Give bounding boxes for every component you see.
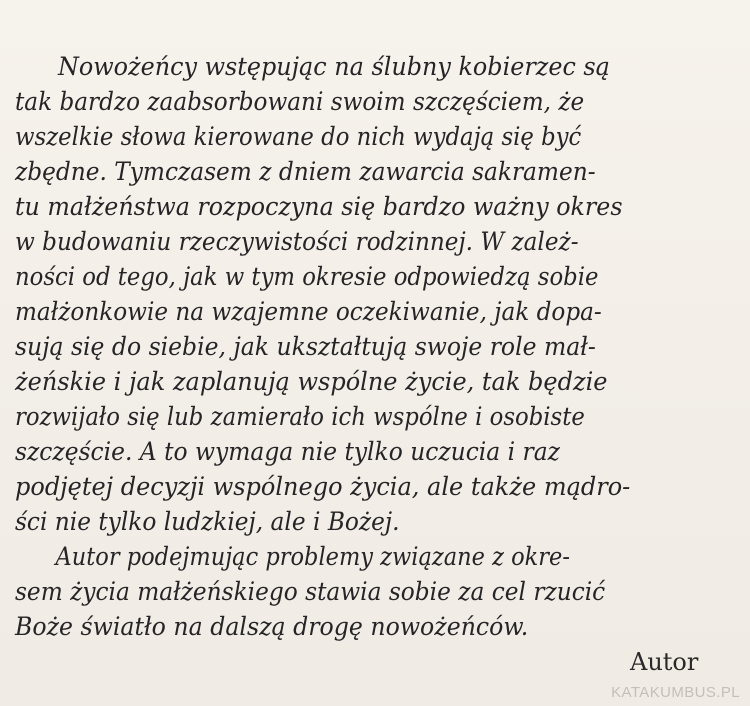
text-line-8: małżonkowie na wzajemne oczekiwanie, jak dopa- (15, 297, 602, 326)
text-line-12: szczęście. A to wymaga nie tylko uczucia i raz (15, 437, 560, 466)
text-line-13: podjętej decyzji wspólnego życia, ale także mądro- (15, 472, 631, 501)
text-line-15: Autor podejmując problemy związane z okre- (55, 542, 570, 571)
text-line-1: Nowożeńcy wstępując na ślubny kobierzec są (57, 52, 610, 81)
source-watermark: KATAKUMBUS.PL (611, 684, 740, 701)
text-line-4: zbędne. Tymczasem z dniem zawarcia sakramen- (15, 157, 596, 186)
text-line-16: sem życia małżeńskiego stawia sobie za cel rzucić (15, 577, 606, 606)
author-signature: Autor (630, 648, 699, 676)
text-line-17: Boże światło na dalszą drogę nowożeńców. (15, 612, 529, 641)
text-line-6: w budowaniu rzeczywistości rodzinnej. W zależ- (15, 227, 579, 256)
text-line-10: żeńskie i jak zaplanują wspólne życie, tak będzie (15, 367, 608, 396)
text-line-7: ności od tego, jak w tym okresie odpowiedzą sobie (15, 262, 599, 291)
text-line-3: wszelkie słowa kierowane do nich wydają się być (15, 122, 582, 151)
text-line-11: rozwijało się lub zamierało ich wspólne i osobiste (15, 402, 585, 431)
text-line-5: tu małżeństwa rozpoczyna się bardzo ważny okres (15, 192, 623, 221)
text-line-14: ści nie tylko ludzkiej, ale i Bożej. (15, 507, 400, 536)
preface-text (15, 49, 715, 644)
text-line-2: tak bardzo zaabsorbowani swoim szczęściem, że (15, 87, 585, 116)
text-line-9: sują się do siebie, jak ukształtują swoje role mał- (15, 332, 596, 361)
